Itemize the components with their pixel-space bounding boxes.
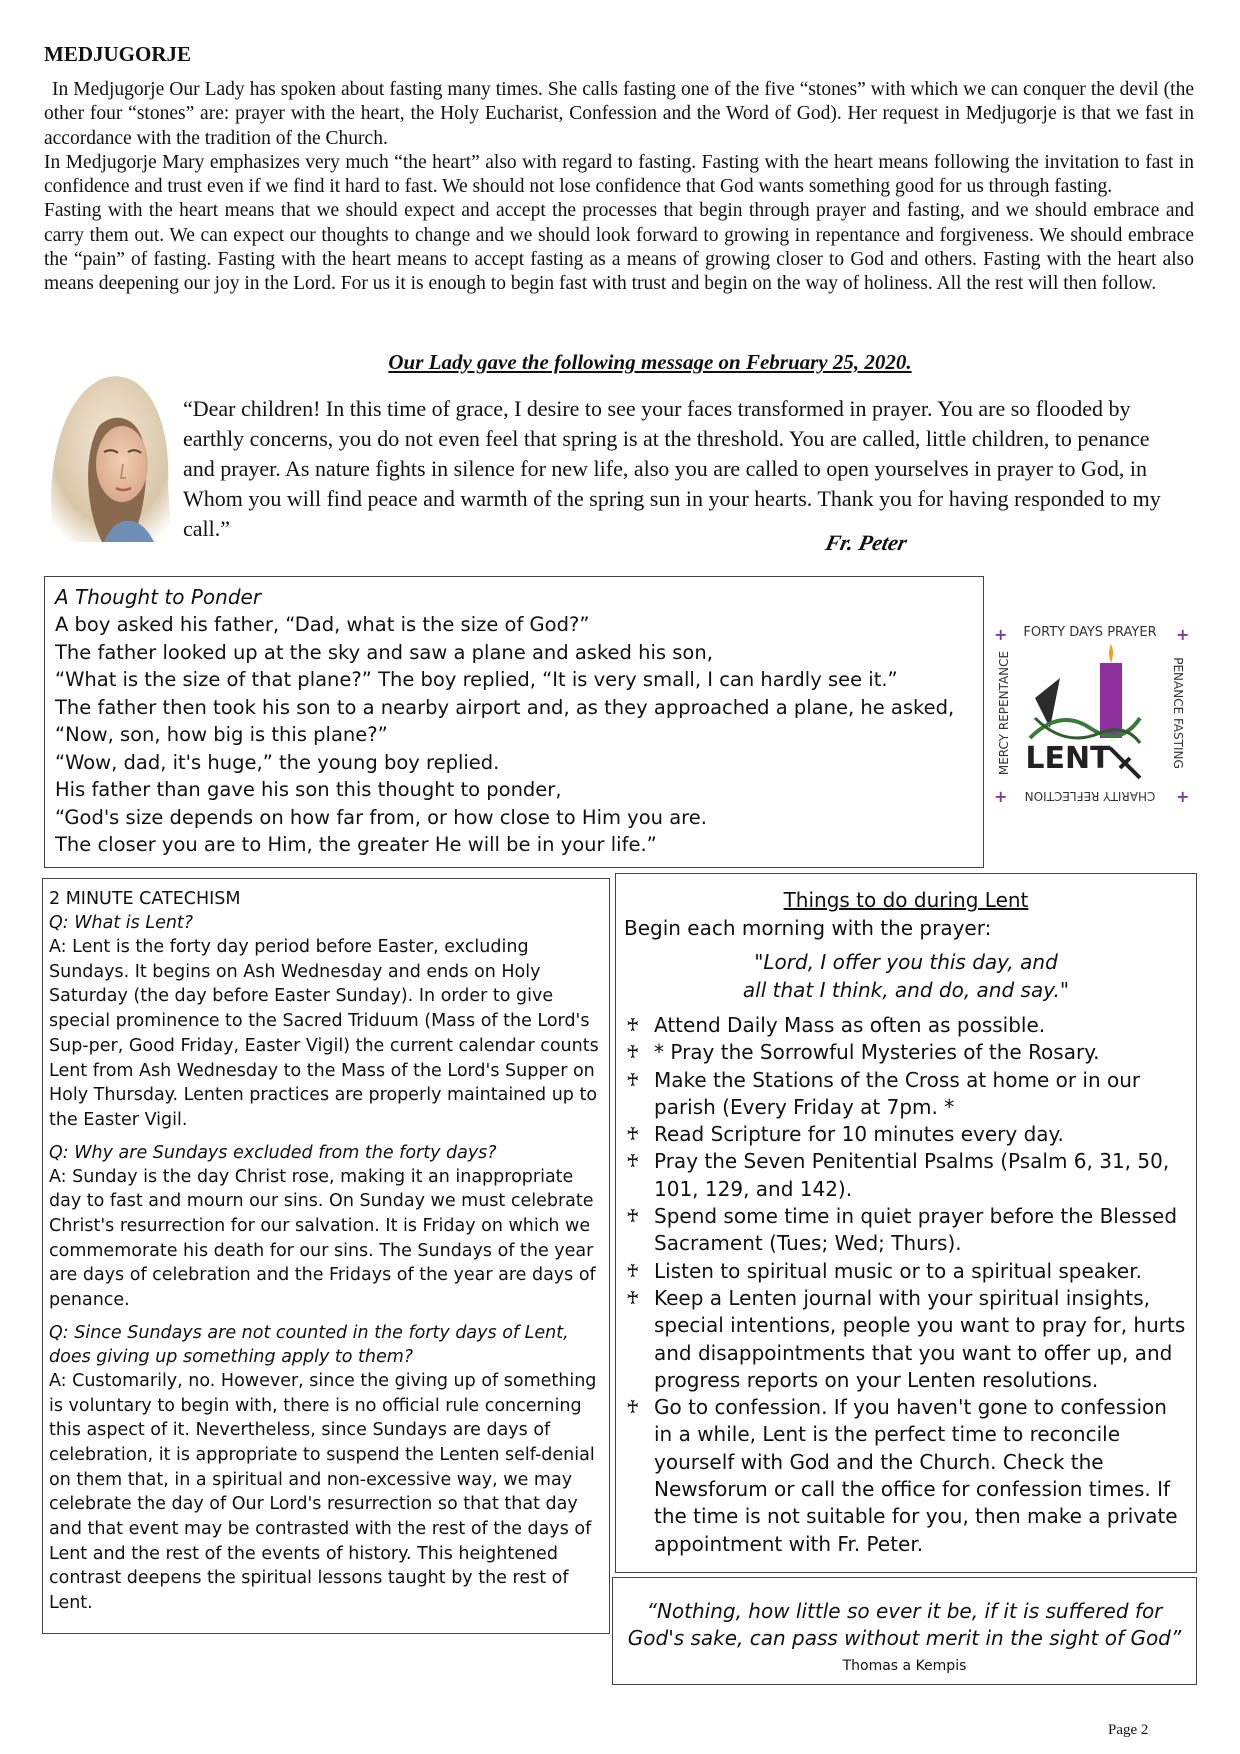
ponder-box	[44, 576, 984, 868]
closing-quote-box	[612, 1577, 1197, 1685]
svg-text:+: +	[1176, 625, 1190, 644]
todo-intro: Begin each morning with the prayer:	[624, 916, 992, 940]
quote-author: Thomas a Kempis	[842, 1658, 967, 1674]
lent-word: LENT	[1025, 741, 1111, 776]
todo-item	[624, 1285, 1188, 1394]
lent-label-right: PENANCE FASTING	[1171, 657, 1185, 769]
paragraph: Fasting with the heart means that we should expect and accept the processes that begin through prayer and fasting, and we should embrace and carry them out. We can expect our thoughts to change and we should look forward to growing in repentance and forgiveness. We should embrace the “pain” of fasting. Fasting with the heart means to accept fasting as a means of growing closer to God and others. Fasting with the heart also means deepening our joy in the Lord. For us it is enough to begin fast with trust and begin on the way of holiness. All the rest will then follow.	[44, 200, 1194, 295]
catechism-question: Q: Since Sundays are not counted in the forty days of Lent, does giving up something apply to them?	[49, 1322, 569, 1367]
section-title: MEDJUGORJE	[44, 42, 191, 66]
cross-bullet-icon: ♰	[626, 1151, 640, 1173]
lent-label-left: MERCY REPENTANCE	[997, 650, 1011, 776]
ponder-line: The closer you are to Him, the greater He will be in your life.”	[55, 833, 657, 856]
lent-label-top: FORTY DAYS PRAYER	[1023, 625, 1157, 640]
svg-text:+: +	[1176, 787, 1190, 806]
todo-item-text: Attend Daily Mass as often as possible.	[654, 1013, 1046, 1037]
catechism-title: 2 MINUTE CATECHISM	[49, 889, 241, 909]
todo-box	[615, 873, 1197, 1573]
ponder-line: His father than gave his son this thought to ponder,	[55, 778, 562, 801]
paragraph: In Medjugorje Mary emphasizes very much “the heart” also with regard to fasting. Fasting with the heart means following the invitation to fast in confidence and trust even if we find it hard to fast. We should not lose confidence that God wants something good for us through fasting.	[44, 151, 1194, 198]
message-heading: Our Lady gave the following message on February 25, 2020.	[388, 350, 912, 374]
todo-item-text: Make the Stations of the Cross at home or in our parish (Every Friday at 7pm. *	[654, 1067, 1141, 1119]
todo-item-text: Listen to spiritual music or to a spiritual speaker.	[654, 1258, 1142, 1283]
cross-bullet-icon: ♰	[626, 1015, 640, 1036]
prayer-line: all that I think, and do, and say."	[742, 978, 1070, 1002]
todo-item	[624, 1148, 1188, 1203]
todo-item	[624, 1067, 1188, 1122]
paragraph: In Medjugorje Our Lady has spoken about fasting many times. She calls fasting one of the five “stones” with which we can conquer the devil (the other four “stones” are: prayer with the heart, the Holy Eucharist, Confession and the Word of God). Her request in Medjugorje is that we fast in accordance with the tradition of the Church.	[44, 79, 1194, 149]
todo-title: Things to do during Lent	[783, 888, 1029, 912]
todo-item	[624, 1258, 1188, 1285]
ponder-line: “Wow, dad, it's huge,” the young boy replied.	[55, 750, 500, 774]
todo-item-text: Read Scripture for 10 minutes every day.	[654, 1122, 1064, 1147]
ponder-line: The father then took his son to a nearby airport and, as they approached a plane, he asked,	[55, 695, 955, 719]
catechism-question: Q: What is Lent?	[49, 913, 194, 933]
our-lady-image	[44, 356, 176, 542]
ponder-line: “What is the size of that plane?” The boy replied, “It is very small, I can hardly see it.”	[55, 668, 898, 691]
catechism-answer: A: Customarily, no. However, since the giving up of something is voluntary to begin with, there is no official rule concerning this aspect of it. Nevertheless, since Sundays are days of celebration, it is appropriate to suspend the Lenten self-denial on them that, in a spiritual and non-excessive way, we may celebrate the day of Our Lord's resurrection so that that day and that event may be contrasted with the rest of the days of Lent and the rest of the events of history. This heightened contrast deepens the spiritual lessons taught by the rest of Lent.	[49, 1370, 597, 1614]
catechism-answer: A: Sunday is the day Christ rose, making it an inappropriate day to fast and mourn our sins. On Sunday we must celebrate Christ's resurrection for our salvation. It is Friday on which we commemorate his death for our sins. The Sundays of the year are days of celebration and the Fridays of the year are days of penance.	[49, 1166, 596, 1311]
svg-text:+: +	[994, 787, 1008, 806]
svg-text:+: +	[994, 625, 1008, 644]
morning-prayer	[624, 948, 1188, 1004]
ponder-line: “God's size depends on how far from, or how close to Him you are.	[55, 805, 707, 829]
ponder-line: “Now, son, how big is this plane?”	[55, 723, 388, 746]
message-quote: “Dear children! In this time of grace, I desire to see your faces transformed in prayer. You are so flooded by earthly concerns, you do not even feel that spring is at the threshold. You are called, little children, to penance and prayer. As nature fights in silence for new life, also you are called to open yourselves in prayer to God, in Whom you will find peace and warmth of the spring sun in your hearts. Thank you for having responded to my call.”	[183, 396, 1161, 541]
cross-bullet-icon: ♰	[626, 1260, 640, 1282]
medjugorje-body	[44, 78, 1194, 297]
catechism-box	[42, 878, 610, 1634]
catechism-question: Q: Why are Sundays excluded from the forty days?	[49, 1142, 497, 1163]
todo-item-text: Pray the Seven Penitential Psalms (Psalm 6, 31, 50, 101, 129, and 142).	[654, 1149, 1170, 1201]
todo-item	[624, 1394, 1188, 1558]
todo-item	[624, 1203, 1188, 1258]
cross-bullet-icon: ♰	[626, 1124, 640, 1146]
todo-item	[624, 1121, 1188, 1148]
cross-bullet-icon: ♰	[626, 1287, 640, 1309]
prayer-line: "Lord, I offer you this day, and	[754, 950, 1058, 974]
lent-label-bottom: CHARITY REFLECTION	[1024, 789, 1156, 803]
todo-item-text: Go to confession. If you haven't gone to confession in a while, Lent is the perfect time to reconcile yourself with God and the Church. Check the Newsforum or call the office for confession times. If the time is not suitable for you, then make a private appointment with Fr. Peter.	[654, 1395, 1178, 1556]
ponder-title: A Thought to Ponder	[55, 585, 262, 609]
ponder-line: A boy asked his father, “Dad, what is the size of God?”	[55, 613, 590, 636]
closing-quote: “Nothing, how little so ever it be, if it is suffered for God's sake, can pass without merit in the sight of God”	[627, 1599, 1182, 1650]
signature: Fr. Peter	[823, 530, 910, 555]
catechism-answer: A: Lent is the forty day period before Easter, excluding Sundays. It begins on Ash Wednesday and ends on Holy Saturday (the day before Easter Sunday). In order to give special prominence to the Sacred Triduum (Mass of the Lord's Sup-per, Good Friday, Easter Vigil) the current calendar counts Lent from Ash Wednesday to the Mass of the Lord's Supper on Holy Thursday. Lenten practices are properly maintained up to the Easter Vigil.	[49, 937, 599, 1130]
cross-bullet-icon: ♰	[626, 1397, 640, 1419]
todo-item	[624, 1012, 1188, 1039]
cross-bullet-icon: ♰	[626, 1206, 640, 1228]
ponder-line: The father looked up at the sky and saw a plane and asked his son,	[55, 640, 713, 664]
todo-item	[624, 1039, 1188, 1066]
lent-graphic	[990, 618, 1190, 808]
ponder-text	[55, 611, 973, 859]
cross-bullet-icon: ♰	[626, 1042, 640, 1064]
todo-item-text: * Pray the Sorrowful Mysteries of the Rosary.	[654, 1040, 1100, 1065]
cross-bullet-icon: ♰	[626, 1069, 640, 1091]
page-number: Page 2	[1108, 1722, 1149, 1738]
todo-item-text: Spend some time in quiet prayer before the Blessed Sacrament (Tues; Wed; Thurs).	[654, 1204, 1178, 1256]
todo-item-text: Keep a Lenten journal with your spiritual insights, special intentions, people you want to pray for, hurts and disappointments that you want to offer up, and progress reports on your Lenten resolutions.	[654, 1285, 1186, 1392]
todo-list	[624, 1012, 1188, 1558]
